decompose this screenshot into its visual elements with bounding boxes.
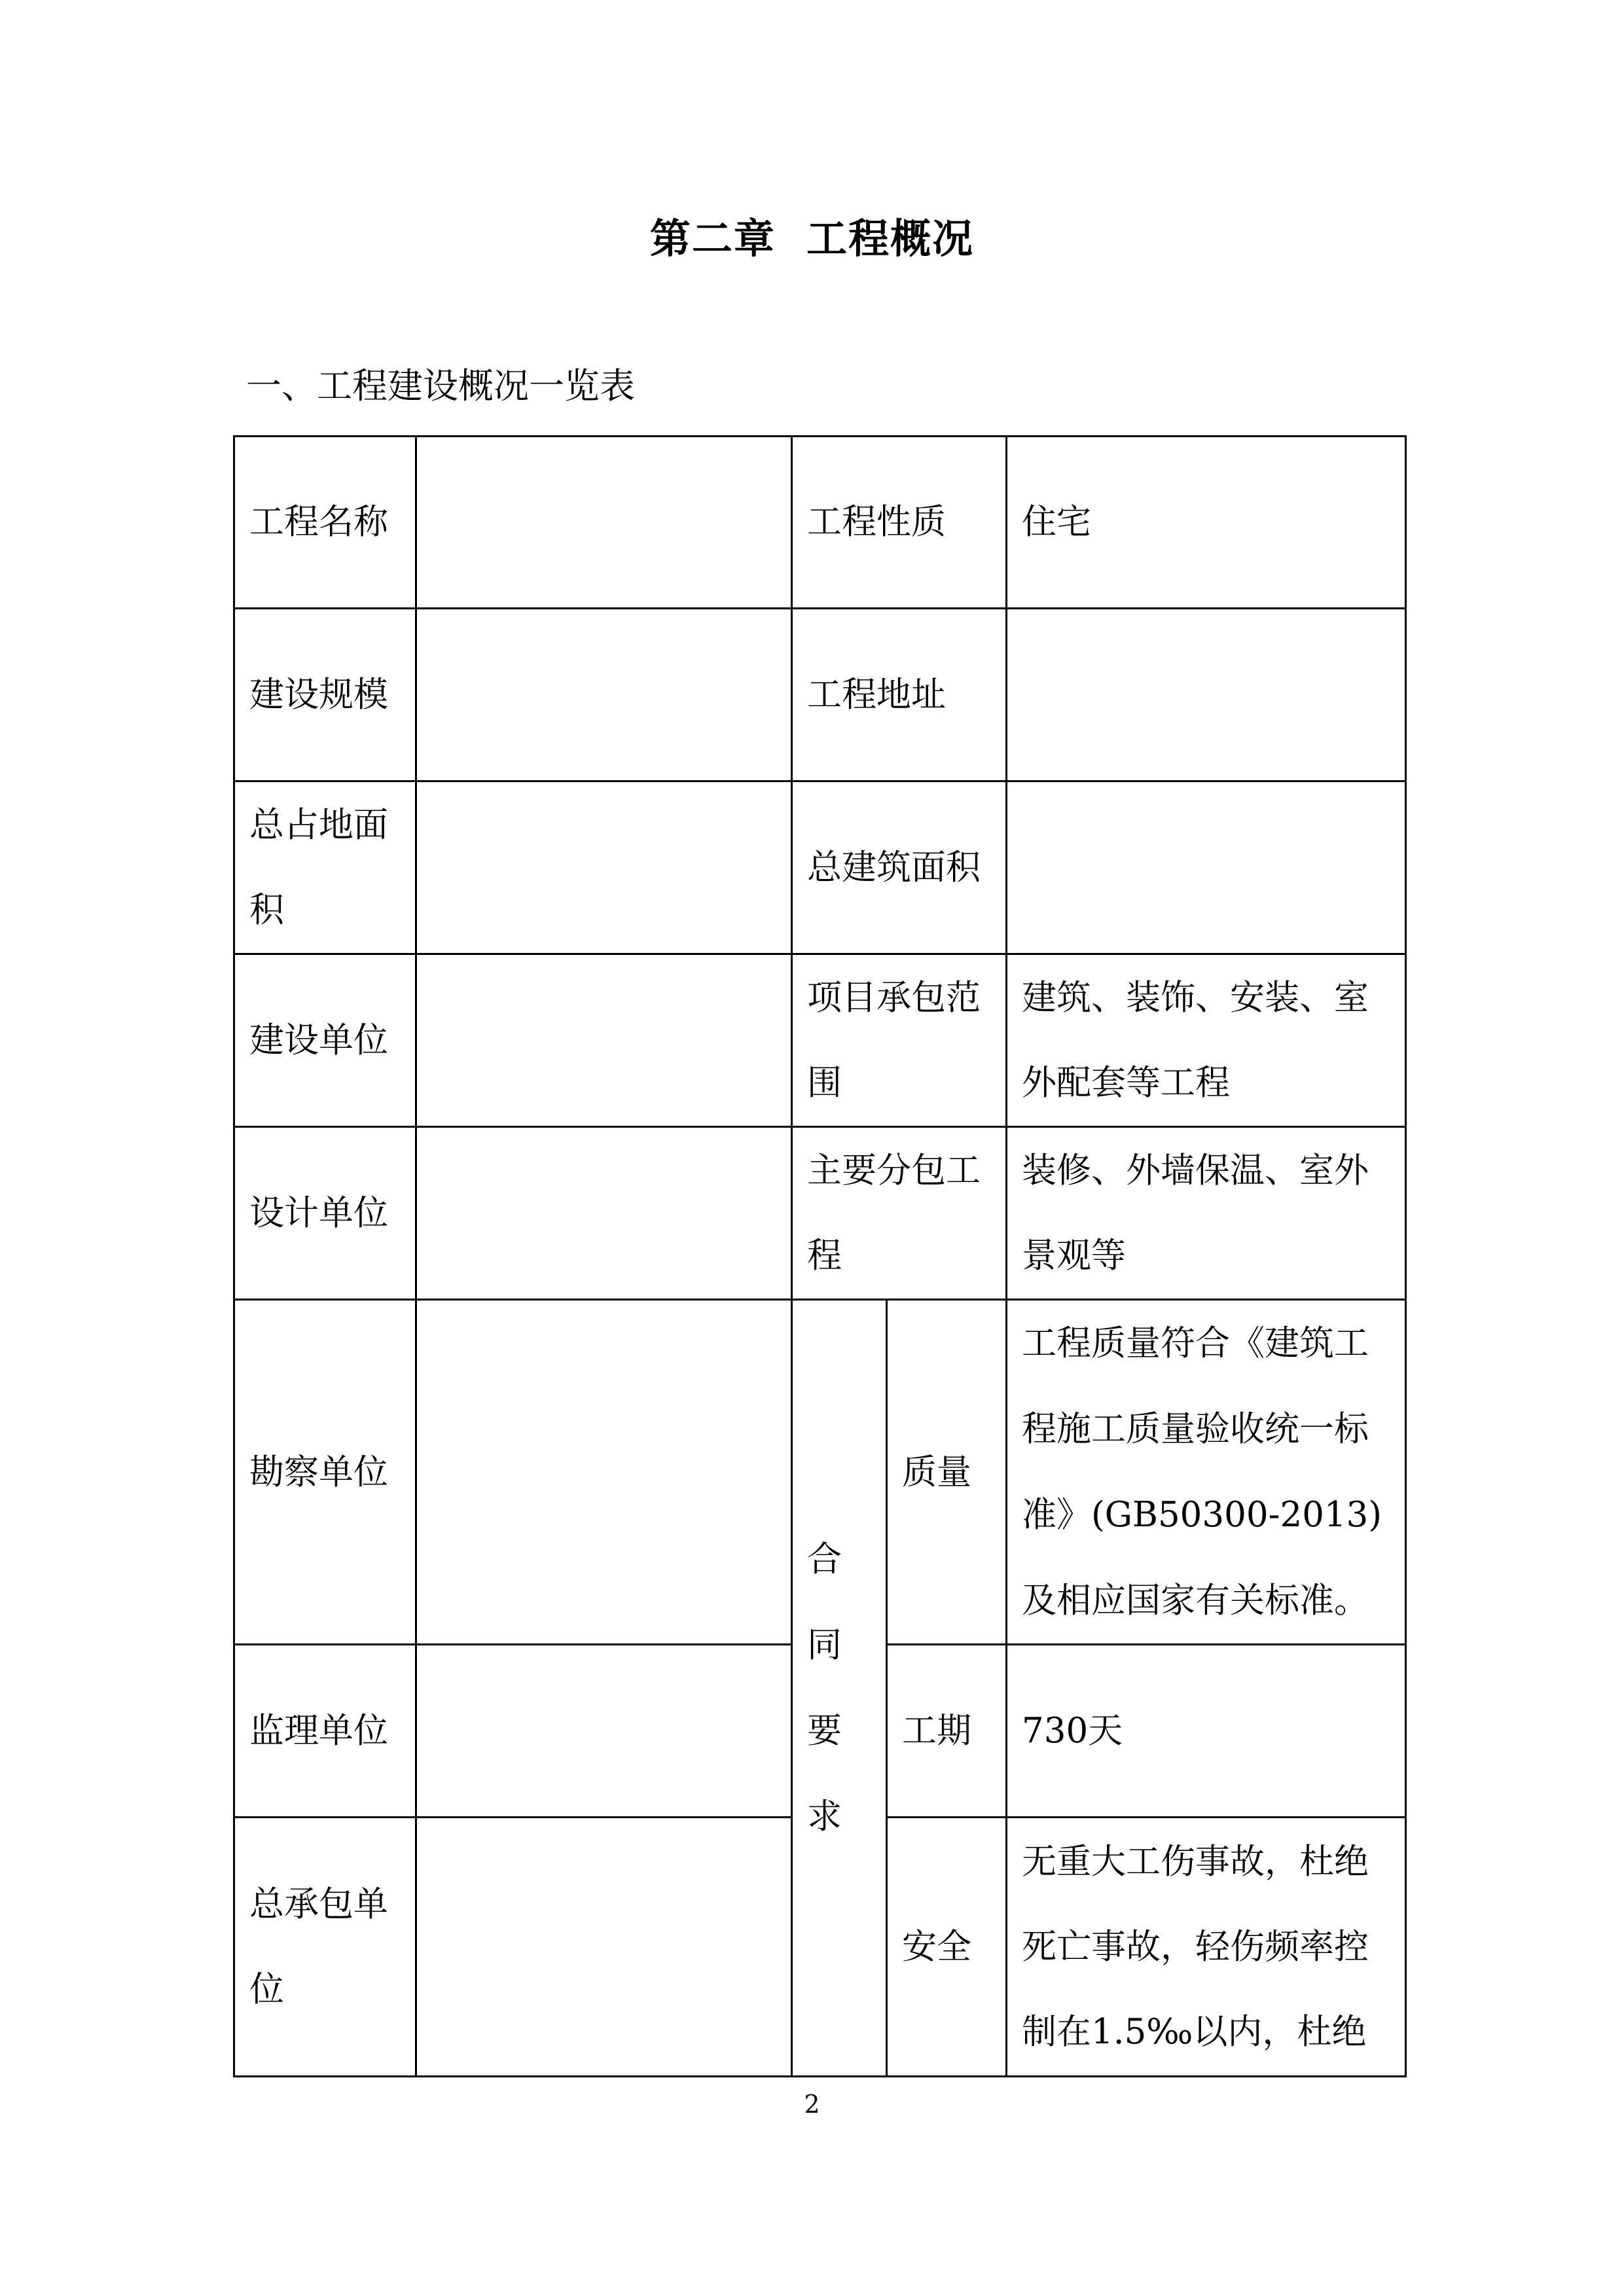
table-row — [234, 437, 1406, 609]
supervisor-label: 监理单位 — [234, 1645, 416, 1818]
project-overview-table — [233, 435, 1407, 2077]
designer-label: 设计单位 — [234, 1127, 416, 1300]
total-building-area-label: 总建筑面积 — [792, 781, 1007, 954]
project-address-value — [1007, 609, 1406, 781]
table-row — [234, 781, 1406, 954]
section-title: 一、工程建设概况一览表 — [246, 365, 635, 406]
main-subcontract-value: 装修、外墙保温、室外景观等 — [1007, 1127, 1406, 1300]
page-number: 2 — [804, 2090, 820, 2119]
developer-label: 建设单位 — [234, 954, 416, 1127]
contract-scope-value: 建筑、装饰、安装、室外配套等工程 — [1007, 954, 1406, 1127]
designer-value — [416, 1127, 792, 1300]
table-row — [234, 1127, 1406, 1300]
total-building-area-value — [1007, 781, 1406, 954]
construction-scale-value — [416, 609, 792, 781]
quality-value: 工程质量符合《建筑工程施工质量验收统一标准》(GB50300-2013)及相应国家有关标准。 — [1007, 1300, 1406, 1645]
construction-scale-label: 建设规模 — [234, 609, 416, 781]
general-contractor-label: 总承包单位 — [234, 1818, 416, 2077]
safety-value: 无重大工伤事故，杜绝死亡事故，轻伤频率控制在1.5‰以内，杜绝 — [1007, 1818, 1406, 2077]
total-land-area-value — [416, 781, 792, 954]
project-address-label: 工程地址 — [792, 609, 1007, 781]
table-row — [234, 954, 1406, 1127]
chapter-title: 第二章 工程概况 — [649, 215, 975, 262]
supervisor-value — [416, 1645, 792, 1818]
project-nature-label: 工程性质 — [792, 437, 1007, 609]
quality-label: 质量 — [887, 1300, 1007, 1645]
table-row — [234, 609, 1406, 781]
surveyor-label: 勘察单位 — [234, 1300, 416, 1645]
table-row — [234, 1300, 1406, 1645]
project-nature-value: 住宅 — [1007, 437, 1406, 609]
duration-label: 工期 — [887, 1645, 1007, 1818]
surveyor-value — [416, 1300, 792, 1645]
general-contractor-value — [416, 1818, 792, 2077]
duration-value: 730天 — [1007, 1645, 1406, 1818]
project-name-value — [416, 437, 792, 609]
contract-requirements-label: 合同要求 — [792, 1300, 887, 2077]
contract-scope-label: 项目承包范围 — [792, 954, 1007, 1127]
total-land-area-label: 总占地面积 — [234, 781, 416, 954]
project-name-label: 工程名称 — [234, 437, 416, 609]
developer-value — [416, 954, 792, 1127]
main-subcontract-label: 主要分包工程 — [792, 1127, 1007, 1300]
safety-label: 安全 — [887, 1818, 1007, 2077]
